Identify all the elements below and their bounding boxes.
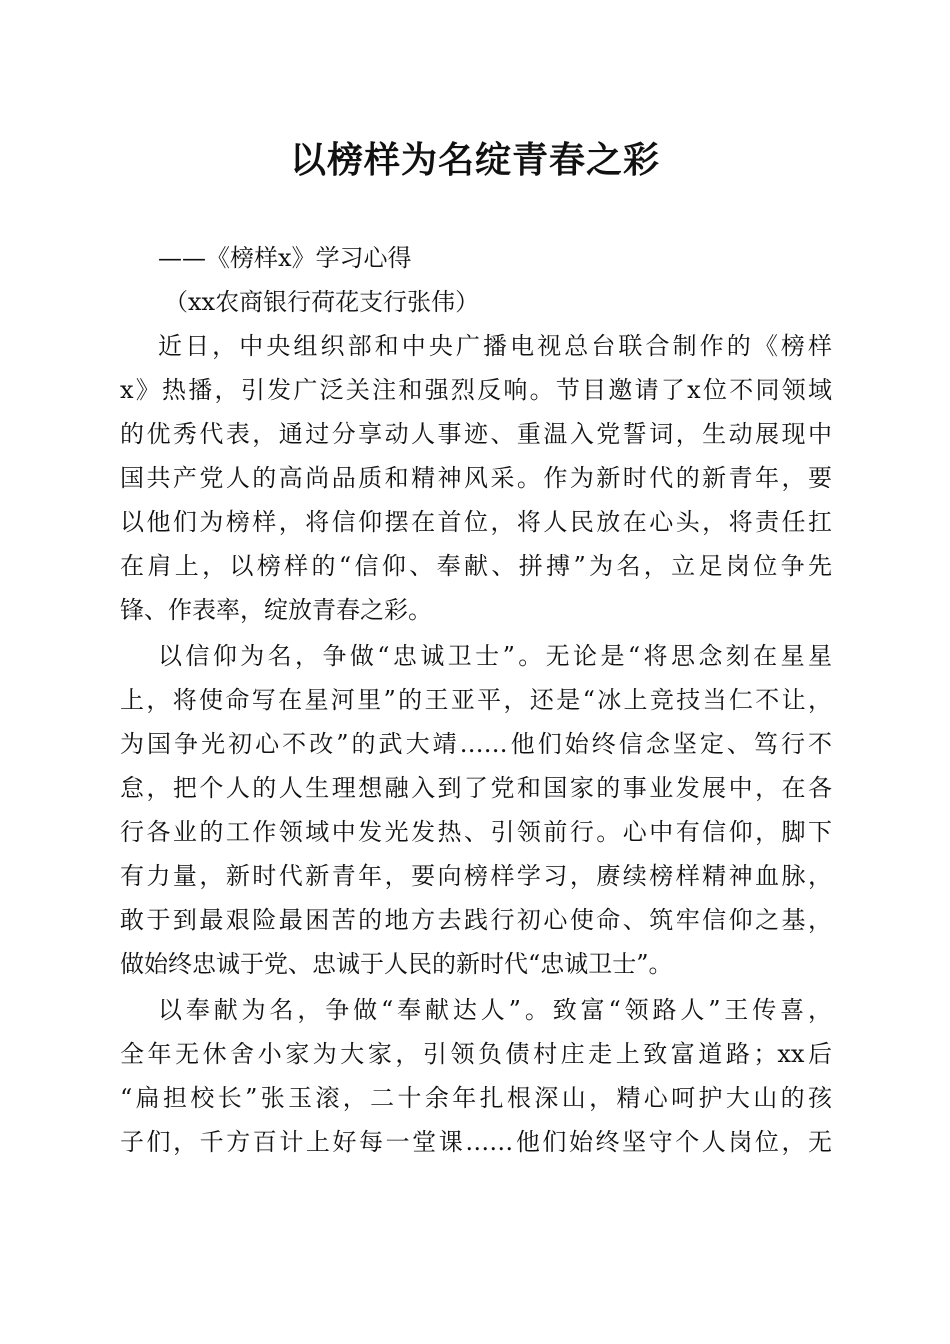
document-subtitle: ——《榜样x》学习心得: [158, 244, 412, 272]
paragraph-line: 以他们为榜样，将信仰摆在首位，将人民放在心头，将责任扛: [120, 508, 832, 536]
paragraph-line: “扁担校长”张玉滚，二十余年扎根深山，精心呵护大山的孩: [120, 1084, 832, 1112]
paragraph-line: 锋、作表率，绽放青春之彩。: [120, 596, 432, 624]
paragraph-line: 怠，把个人的人生理想融入到了党和国家的事业发展中，在各: [120, 774, 832, 802]
paragraph-line: 近日，中央组织部和中央广播电视总台联合制作的《榜样: [158, 332, 832, 360]
paragraph-line: 全年无休舍小家为大家，引领负债村庄走上致富道路；xx后: [120, 1040, 832, 1068]
paragraph-line: 国共产党人的高尚品质和精神风采。作为新时代的新青年，要: [120, 464, 832, 492]
paragraph-line: 子们，千方百计上好每一堂课……他们始终坚守个人岗位，无: [120, 1128, 832, 1156]
paragraph-line: 为国争光初心不改”的武大靖……他们始终信念坚定、笃行不: [120, 730, 832, 758]
paragraph-line: 以信仰为名，争做“忠诚卫士”。无论是“将思念刻在星星: [158, 642, 832, 670]
paragraph-line: 做始终忠诚于党、忠诚于人民的新时代“忠诚卫士”。: [120, 950, 673, 978]
paragraph-line: 在肩上，以榜样的“信仰、奉献、拼搏”为名，立足岗位争先: [120, 552, 832, 580]
paragraph-intro: [120, 324, 832, 632]
paragraph-line: 敢于到最艰险最困苦的地方去践行初心使命、筑牢信仰之基，: [120, 906, 832, 934]
paragraph-line: 以奉献为名，争做“奉献达人”。致富“领路人”王传喜，: [158, 996, 832, 1024]
paragraph-dedication: [120, 988, 832, 1164]
paragraph-line: x》热播，引发广泛关注和强烈反响。节目邀请了x位不同领域: [120, 376, 832, 404]
document-author: （xx农商银行荷花支行张伟）: [164, 288, 480, 316]
paragraph-line: 行各业的工作领域中发光发热、引领前行。心中有信仰，脚下: [120, 818, 832, 846]
paragraph-faith: [120, 634, 832, 986]
paragraph-line: 上，将使命写在星河里”的王亚平，还是“冰上竞技当仁不让，: [120, 686, 832, 714]
document-body: [120, 236, 832, 1164]
paragraph-line: 有力量，新时代新青年，要向榜样学习，赓续榜样精神血脉，: [120, 862, 832, 890]
paragraph-line: 的优秀代表，通过分享动人事迹、重温入党誓词，生动展现中: [120, 420, 832, 448]
document-title: 以榜样为名绽青春之彩: [289, 139, 660, 181]
